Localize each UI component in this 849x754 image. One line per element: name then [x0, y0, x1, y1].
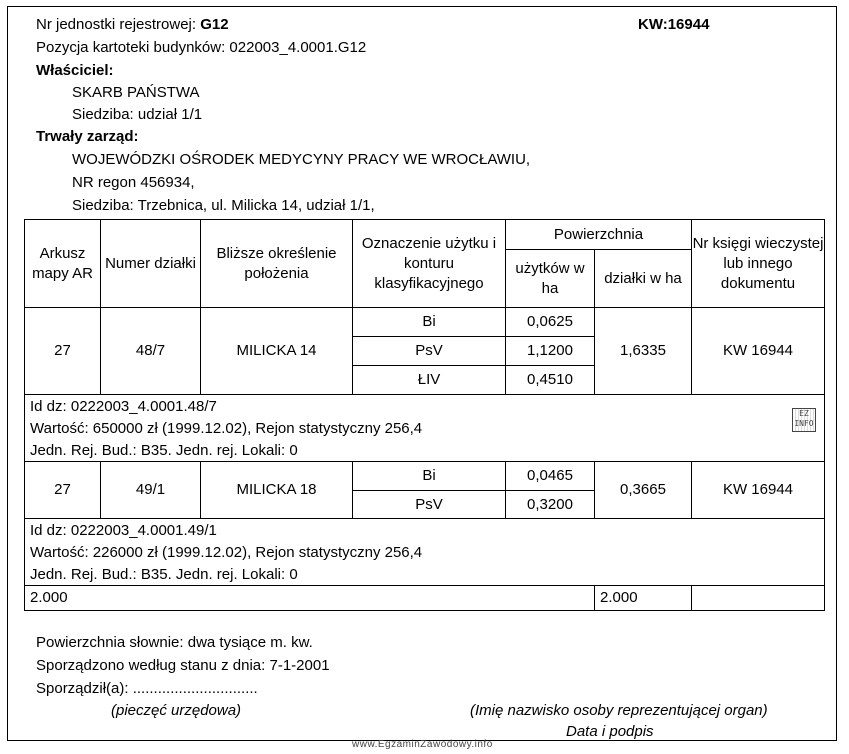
qr-code-icon: EZ INFO [792, 408, 816, 432]
parcel-units: Jedn. Rej. Bud.: B35. Jedn. rej. Lokali: 0 [30, 442, 298, 459]
uzytek-area: 0,0465 [506, 462, 595, 491]
uzytek-area: 0,3200 [506, 491, 595, 519]
position-line: Pozycja kartoteki budynków: 022003_4.0001.G12 [36, 39, 367, 56]
header-nr-ksiegi: Nr księgi wieczystej lub innego dokumentu [692, 220, 825, 308]
total-empty [692, 586, 825, 611]
date-signature-label: Data i podpis [566, 723, 654, 740]
parcel-value: Wartość: 650000 zł (1999.12.02), Rejon statystyczny 256,4 [30, 420, 423, 437]
parcel-polozenie: MILICKA 18 [201, 462, 353, 519]
kw-number: KW:16944 [638, 16, 710, 33]
area-in-words: Powierzchnia słownie: dwa tysiące m. kw. [36, 634, 313, 651]
header-dzialki: działki w ha [595, 250, 692, 308]
parcel-ksiega: KW 16944 [692, 462, 825, 519]
header-blizsze: Bliższe określenie położenia [201, 220, 353, 308]
parcel-area: 0,3665 [595, 462, 692, 519]
parcel-value: Wartość: 226000 zł (1999.12.02), Rejon statystyczny 256,4 [30, 544, 423, 561]
totals-row [25, 586, 825, 611]
table-row [25, 308, 825, 337]
manager-seat: Siedziba: Trzebnica, ul. Milicka 14, udział 1/1, [72, 197, 375, 214]
parcel-numer: 48/7 [101, 308, 201, 395]
uzytek-symbol: Bi [353, 462, 506, 491]
unit-value: G12 [200, 16, 229, 33]
manager-name: WOJEWÓDZKI OŚRODEK MEDYCYNY PRACY WE WROCŁAWIU, [72, 151, 531, 168]
parcel-arkusz: 27 [25, 462, 101, 519]
representative-label: (Imię nazwisko osoby reprezentującej organ) [470, 702, 768, 719]
parcel-numer: 49/1 [101, 462, 201, 519]
watermark: www.EgzaminZawodowy.info [352, 739, 493, 750]
table-row [25, 462, 825, 491]
header-uzytkow: użytków w ha [506, 250, 595, 308]
owner-seat: Siedziba: udział 1/1 [72, 106, 203, 123]
parcel-info [25, 519, 825, 586]
header-powierzchnia: Powierzchnia [506, 220, 692, 250]
total-right: 2.000 [595, 586, 692, 611]
uzytek-symbol: PsV [353, 337, 506, 366]
prepared-by: Sporządził(a): .............................. [36, 680, 258, 697]
uzytek-symbol: ŁIV [353, 366, 506, 395]
owner-name: SKARB PAŃSTWA [72, 84, 200, 101]
header-numer: Numer działki [101, 220, 201, 308]
header-oznaczenie: Oznaczenie użytku i konturu klasyfikacyjnego [353, 220, 506, 308]
manager-label: Trwały zarząd: [36, 128, 139, 145]
uzytek-symbol: PsV [353, 491, 506, 519]
unit-label: Nr jednostki rejestrowej: [36, 16, 201, 33]
owner-label: Właściciel: [36, 62, 114, 79]
uzytek-area: 0,4510 [506, 366, 595, 395]
parcel-id: Id dz: 0222003_4.0001.49/1 [30, 522, 217, 539]
state-date: Sporządzono według stanu z dnia: 7-1-2001 [36, 657, 330, 674]
parcel-arkusz: 27 [25, 308, 101, 395]
parcel-table [24, 219, 825, 611]
uzytek-area: 1,1200 [506, 337, 595, 366]
parcel-info-row [25, 519, 825, 586]
parcel-ksiega: KW 16944 [692, 308, 825, 395]
unit-line [36, 15, 229, 35]
uzytek-area: 0,0625 [506, 308, 595, 337]
parcel-id: Id dz: 0222003_4.0001.48/7 [30, 398, 217, 415]
parcel-polozenie: MILICKA 14 [201, 308, 353, 395]
parcel-units: Jedn. Rej. Bud.: B35. Jedn. rej. Lokali: 0 [30, 566, 298, 583]
parcel-info [25, 395, 825, 462]
parcel-area: 1,6335 [595, 308, 692, 395]
uzytek-symbol: Bi [353, 308, 506, 337]
official-seal-label: (pieczęć urzędowa) [111, 702, 242, 719]
total-left: 2.000 [25, 586, 595, 611]
parcel-info-row [25, 395, 825, 462]
manager-regon: NR regon 456934, [72, 174, 195, 191]
header-arkusz: Arkusz mapy AR [25, 220, 101, 308]
